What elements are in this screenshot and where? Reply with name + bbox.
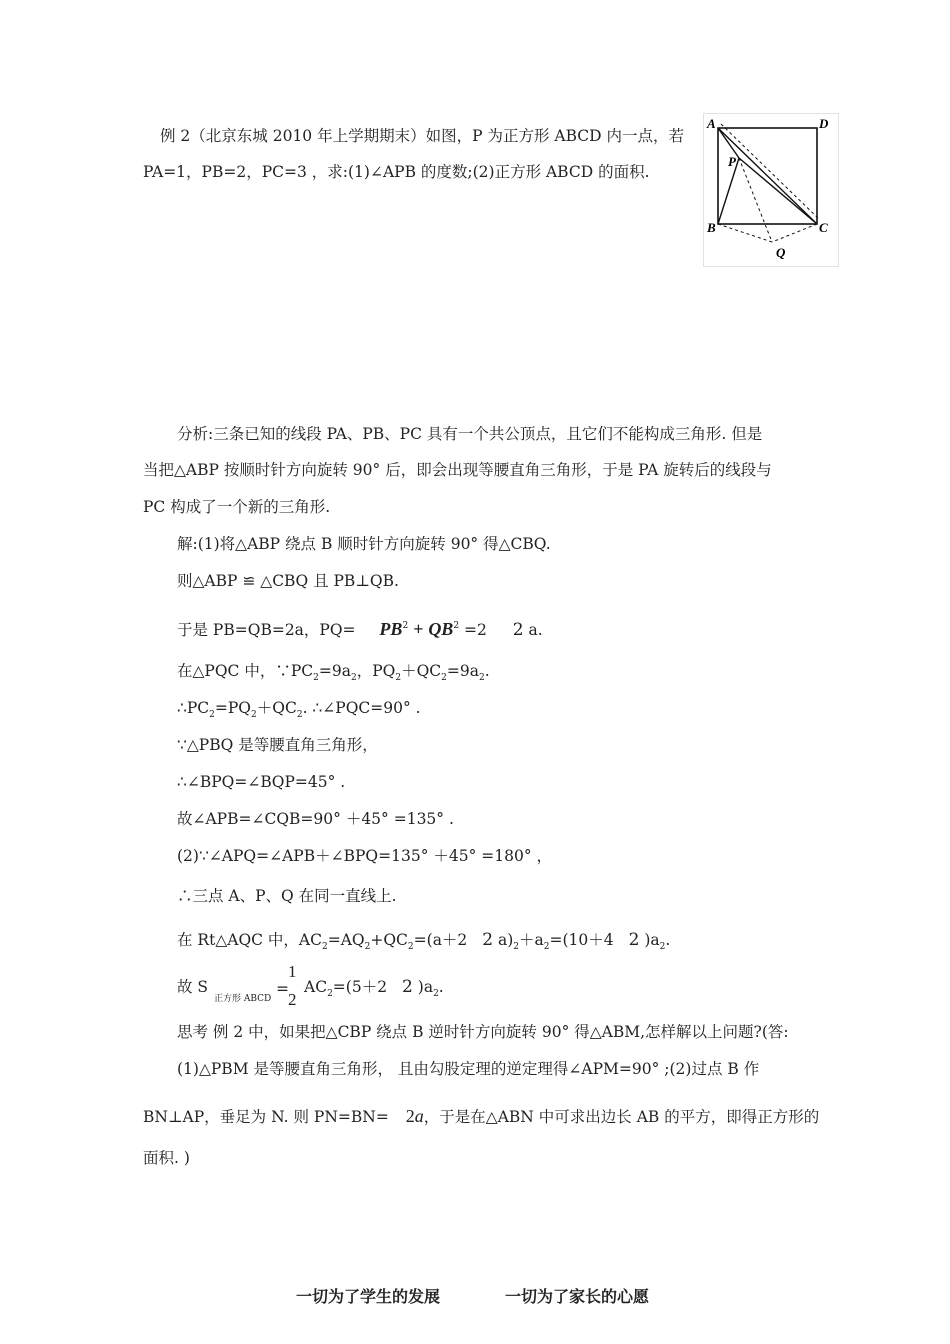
thinking-line-3 bbox=[143, 1106, 819, 1127]
footer-right: 一切为了家长的心愿 bbox=[505, 1287, 650, 1306]
solution-step-1: 解:(1)将△ABP 绕点 B 顺时针方向旋转 90° 得△CBQ. bbox=[177, 535, 551, 553]
step3-text: 于是 PB=QB=2a，PQ= bbox=[177, 621, 356, 639]
text: ，于是在△ABN 中可求出边长 AB 的平方，即得正方形的 bbox=[423, 1108, 820, 1126]
text: . bbox=[665, 931, 671, 949]
solution-step-5 bbox=[177, 698, 421, 725]
formula-two: 2 bbox=[405, 1106, 415, 1126]
text: ＋QC bbox=[256, 699, 297, 717]
geometry-figure bbox=[703, 113, 839, 267]
solution-step-7: ∴∠BPQ=∠BQP=45° . bbox=[177, 773, 346, 791]
text: )a bbox=[417, 978, 434, 996]
thinking-line-1: 思考 例 2 中，如果把△CBP 绕点 B 逆时针方向旋转 90° 得△ABM,怎样解以上问题?(答: bbox=[177, 1023, 789, 1041]
analysis-line-2: 当把△ABP 按顺时针方向旋转 90° 后，即会出现等腰直角三角形，于是 PA 旋转后的线段与 bbox=[143, 461, 772, 479]
text: . bbox=[484, 662, 490, 680]
text: 在△PQC 中，∵PC bbox=[177, 662, 314, 680]
text: =9a bbox=[446, 662, 479, 680]
analysis-line-1: 分析:三条已知的线段 PA、PB、PC 具有一个共公顶点，且它们不能构成三角形. 但是 bbox=[177, 425, 763, 443]
step3-a: a. bbox=[528, 621, 543, 639]
step3-eq: =2 bbox=[464, 621, 487, 639]
text: =AQ bbox=[327, 931, 365, 949]
area-expression bbox=[304, 977, 444, 1004]
dashed-ad-c bbox=[721, 124, 820, 220]
text: =PQ bbox=[214, 699, 252, 717]
label-a: A bbox=[707, 116, 716, 131]
text: ∴PC bbox=[177, 699, 210, 717]
power: 2 bbox=[395, 673, 402, 683]
power: 2 bbox=[313, 673, 319, 683]
text: 故 S bbox=[177, 978, 209, 996]
fraction-numerator: 1 bbox=[288, 962, 297, 981]
area-equals: = bbox=[276, 980, 289, 998]
text: =(a＋2 bbox=[413, 931, 468, 949]
solution-step-12 bbox=[177, 977, 208, 997]
formula-pb: PB bbox=[379, 619, 403, 639]
power: 2 bbox=[364, 942, 371, 952]
segment-cq bbox=[772, 224, 817, 242]
power: 2 bbox=[327, 989, 333, 999]
power: 2 bbox=[441, 673, 447, 683]
text: ，PQ bbox=[356, 662, 396, 680]
sqrt2: 2 bbox=[482, 930, 494, 950]
segment-pc bbox=[739, 158, 817, 224]
power: 2 bbox=[433, 989, 439, 999]
thinking-line-4: 面积. ) bbox=[143, 1149, 190, 1167]
solution-step-10: ∴三点 A、P、Q 在同一直线上. bbox=[177, 887, 397, 905]
text: a) bbox=[498, 931, 514, 949]
label-q: Q bbox=[776, 245, 786, 260]
text: . bbox=[438, 978, 444, 996]
formula-a: a bbox=[414, 1106, 424, 1126]
problem-line-2: PA=1，PB=2，PC=3 ，求:(1)∠APB 的度数;(2)正方形 ABCD 的面积. bbox=[143, 163, 650, 181]
exponent: 2 bbox=[453, 621, 460, 631]
label-c: C bbox=[819, 220, 828, 235]
power: 2 bbox=[350, 673, 357, 683]
text: . ∴∠PQC=90° . bbox=[302, 699, 421, 717]
label-b: B bbox=[707, 220, 716, 235]
power: 2 bbox=[478, 673, 485, 683]
solution-step-2: 则△ABP ≌ △CBQ 且 PB⊥QB. bbox=[177, 572, 399, 590]
label-d: D bbox=[819, 116, 829, 131]
text: +QC bbox=[370, 931, 408, 949]
segment-pq bbox=[739, 158, 772, 242]
formula-plus: + bbox=[413, 619, 424, 639]
thinking-line-2: (1)△PBM 是等腰直角三角形， 且由勾股定理的逆定理得∠APM=90° ;(2)过点 B 作 bbox=[177, 1060, 760, 1078]
solution-step-4 bbox=[177, 661, 490, 688]
power: 2 bbox=[513, 942, 520, 952]
problem-line-1: 例 2（北京东城 2010 年上学期期末）如图，P 为正方形 ABCD 内一点，若 bbox=[160, 127, 684, 145]
power: 2 bbox=[322, 942, 328, 952]
sqrt2: 2 bbox=[628, 930, 640, 950]
square-abcd-diagram bbox=[704, 114, 838, 266]
power: 2 bbox=[296, 710, 303, 720]
power: 2 bbox=[209, 710, 215, 720]
fraction-denominator: 2 bbox=[288, 990, 297, 1009]
text: BN⊥AP，垂足为 N. 则 PN=BN= bbox=[143, 1108, 389, 1126]
solution-step-9: (2)∵∠APQ=∠APB＋∠BPQ=135° ＋45° =180° ， bbox=[177, 847, 553, 865]
footer-left: 一切为了学生的发展 bbox=[296, 1287, 441, 1306]
text: ＋a bbox=[519, 931, 544, 949]
formula-qb: QB bbox=[428, 619, 454, 639]
text: ＋QC bbox=[401, 662, 442, 680]
sqrt2: 2 bbox=[402, 977, 413, 997]
power: 2 bbox=[407, 942, 414, 952]
power: 2 bbox=[543, 942, 550, 952]
segment-bq bbox=[718, 224, 772, 242]
label-p: P bbox=[728, 154, 736, 169]
solution-step-8: 故∠APB=∠CQB=90° ＋45° =135° . bbox=[177, 810, 454, 828]
solution-step-6: ∵△PBQ 是等腰直角三角形， bbox=[177, 736, 378, 754]
text: 在 Rt△AQC 中，AC bbox=[177, 931, 322, 949]
text: =9a bbox=[318, 662, 351, 680]
exponent: 2 bbox=[402, 621, 409, 631]
power: 2 bbox=[659, 942, 666, 952]
text: =(10＋4 bbox=[549, 931, 614, 949]
analysis-line-3: PC 构成了一个新的三角形. bbox=[143, 498, 331, 516]
power: 2 bbox=[251, 710, 257, 720]
step3-sqrt2: 2 bbox=[512, 620, 524, 640]
solution-step-11 bbox=[177, 930, 670, 957]
area-subscript: 正方形 ABCD bbox=[214, 994, 272, 1004]
text: )a bbox=[644, 931, 660, 949]
text: =(5＋2 bbox=[332, 978, 388, 996]
text: AC bbox=[304, 978, 328, 996]
solution-step-3 bbox=[177, 616, 543, 640]
